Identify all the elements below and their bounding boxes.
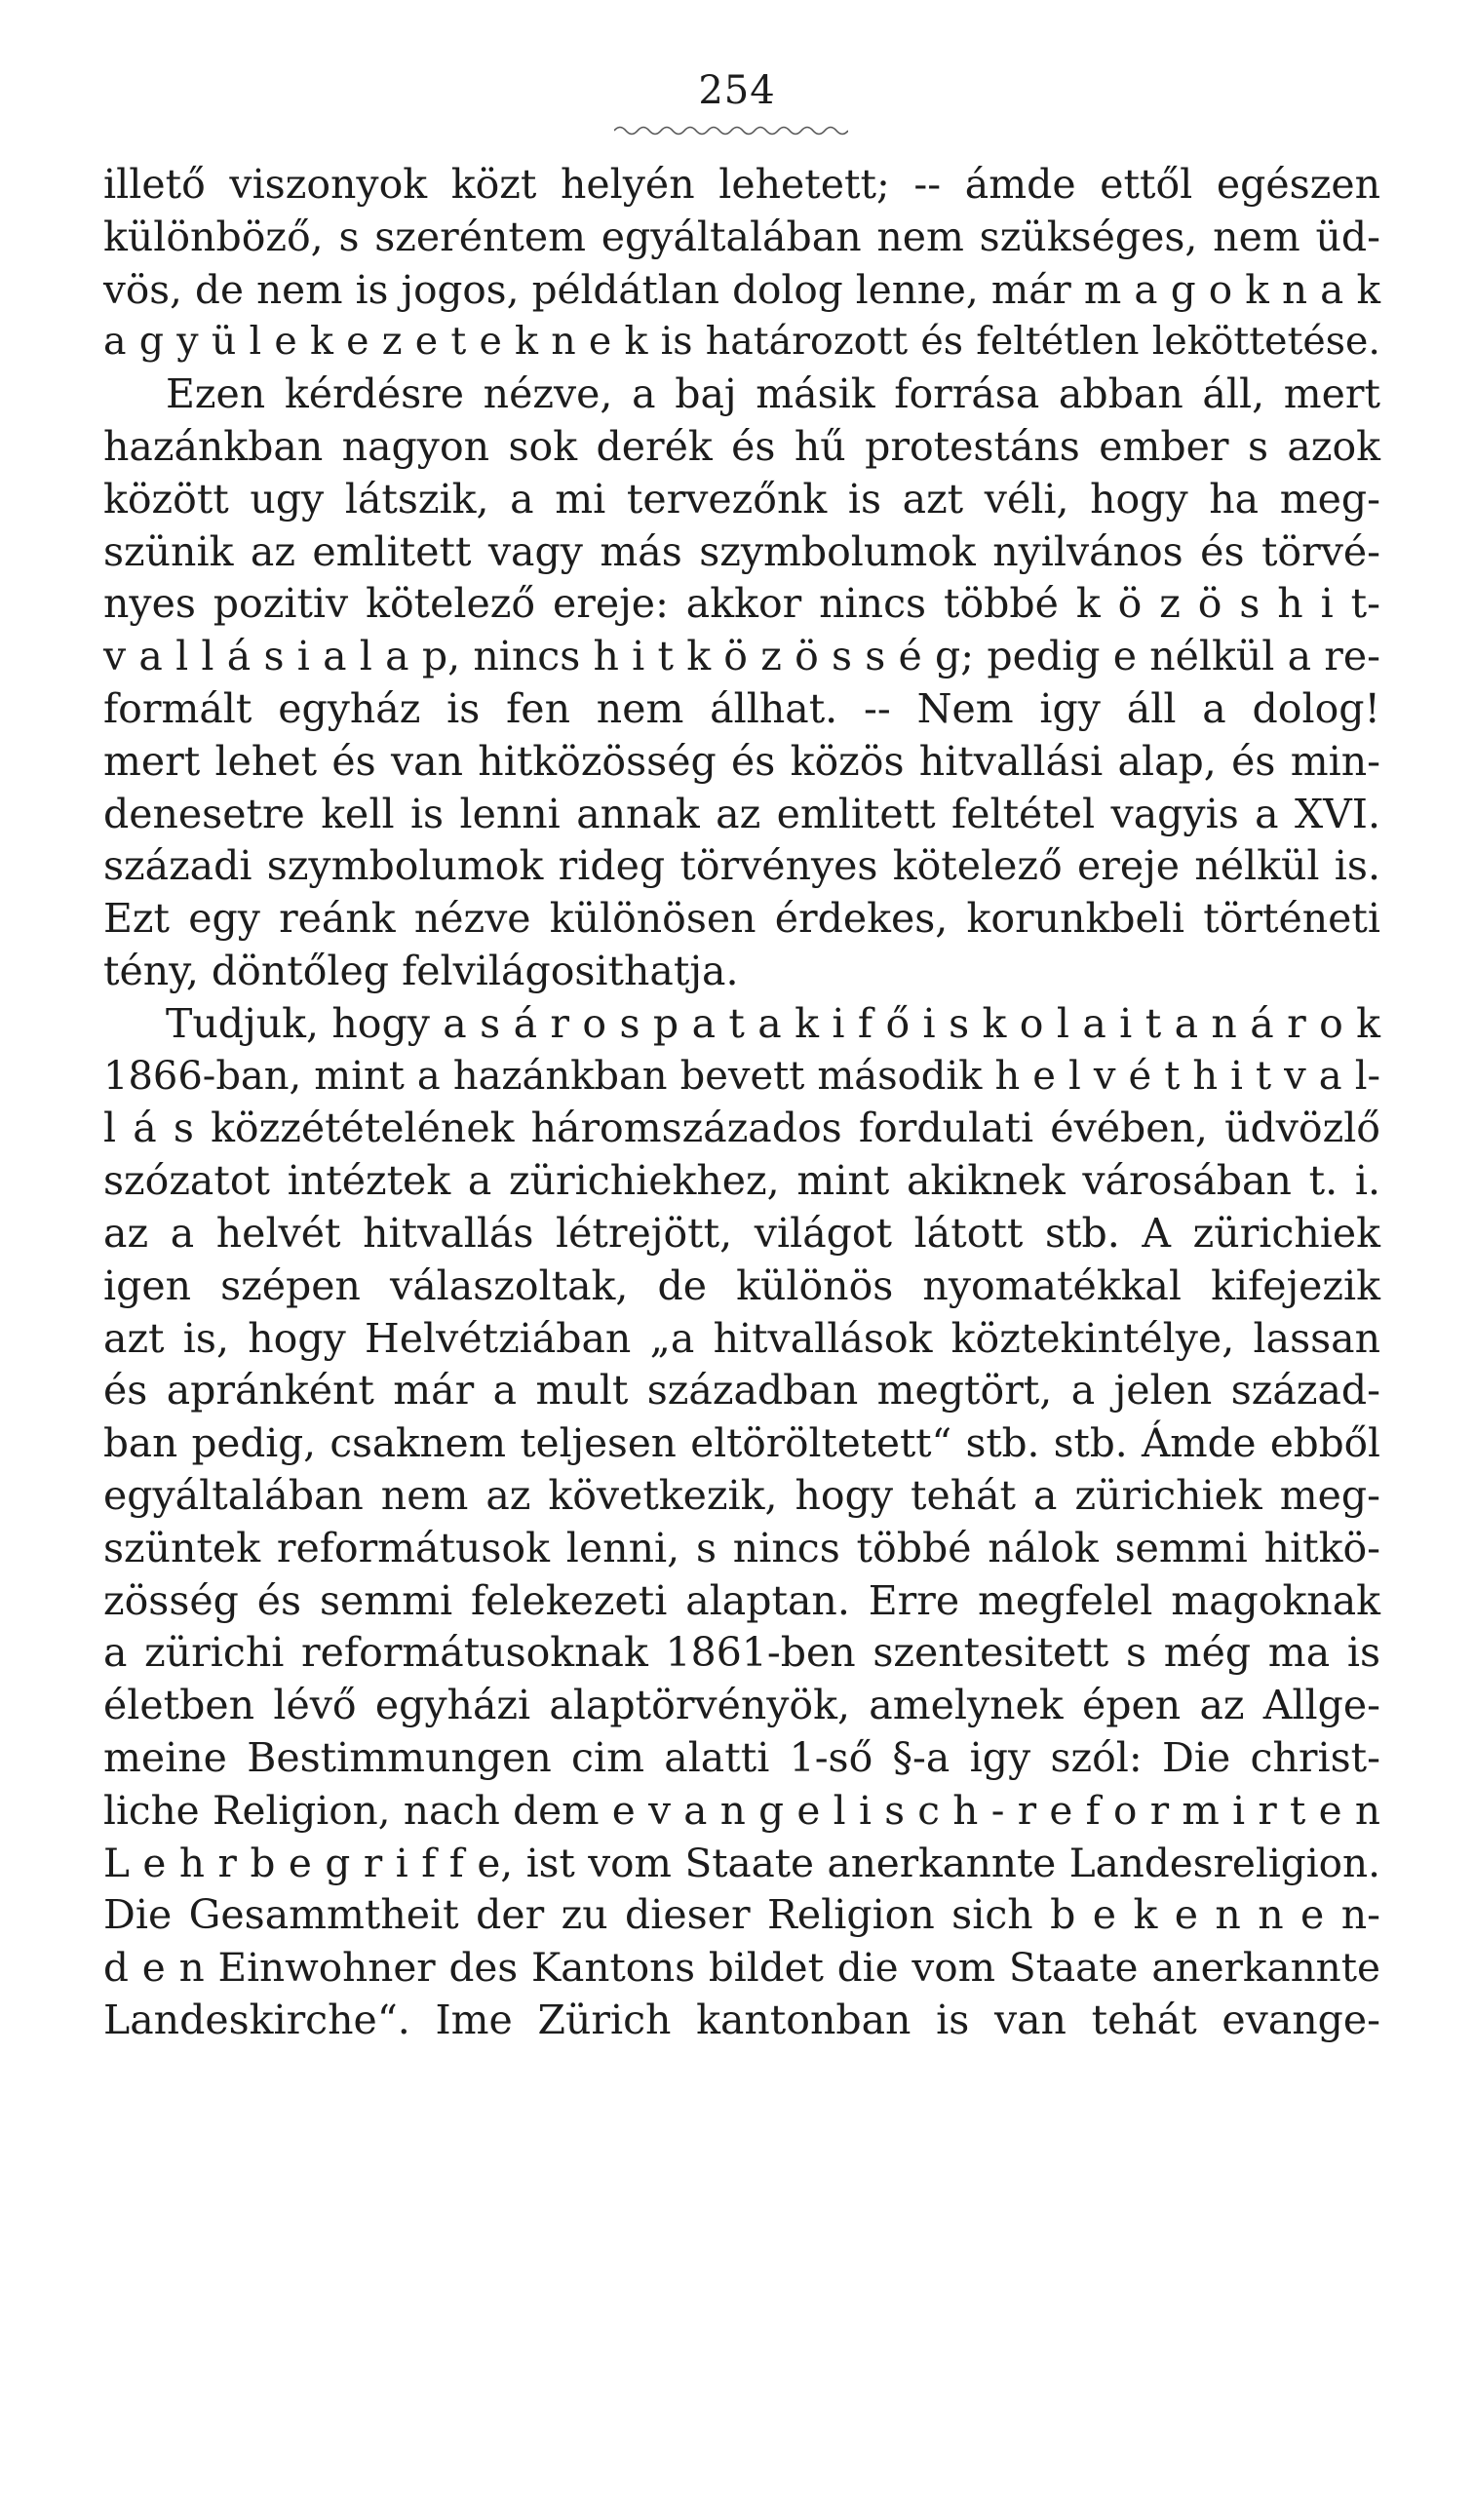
- text-line: liche Religion, nach dem e v a n g e l i s c h - r e f o r m i r t e n: [103, 1786, 1380, 1834]
- text-line: Landeskirche“. Ime Zürich kantonban is van tehát evange-: [103, 1996, 1380, 2043]
- text-line: Tudjuk, hogy a s á r o s p a t a k i f ő i s k o l a i t a n á r o k: [166, 999, 1380, 1047]
- text-line: ban pedig, csaknem teljesen eltöröltetett“ stb. stb. Ámde ebből: [103, 1419, 1380, 1467]
- text-line: szüntek reformátusok lenni, s nincs többé nálok semmi hitkö-: [103, 1524, 1380, 1571]
- text-line: igen szépen válaszoltak, de különös nyomatékkal kifejezik: [103, 1261, 1380, 1309]
- text-line: egyáltalában nem az következik, hogy tehát a zürichiek meg-: [103, 1471, 1380, 1519]
- text-line: L e h r b e g r i f f e, ist vom Staate anerkannte Landesreligion.: [103, 1839, 1380, 1886]
- text-line: nyes pozitiv kötelező ereje: akkor nincs többé k ö z ö s h i t-: [103, 580, 1380, 628]
- page-number: 254: [698, 68, 776, 113]
- text-line: d e n Einwohner des Kantons bildet die vom Staate anerkannte: [103, 1944, 1380, 1992]
- text-line: között ugy látszik, a mi tervezőnk is azt véli, hogy ha meg-: [103, 475, 1380, 523]
- text-line: századi szymbolumok rideg törvényes kötelező ereje nélkül is.: [103, 842, 1380, 890]
- text-line: tény, döntőleg felvilágosithatja.: [103, 947, 739, 994]
- text-line: denesetre kell is lenni annak az emlitett feltétel vagyis a XVI.: [103, 790, 1380, 837]
- body-text: [103, 159, 1380, 2047]
- text-line: vös, de nem is jogos, példátlan dolog lenne, már m a g o k n a k: [103, 265, 1380, 313]
- text-line: Ezen kérdésre nézve, a baj másik forrása abban áll, mert: [166, 370, 1380, 418]
- text-line: 1866-ban, mint a hazánkban bevett második h e l v é t h i t v a l-: [103, 1053, 1380, 1099]
- text-line: Die Gesammtheit der zu dieser Religion sich b e k e n n e n-: [103, 1891, 1380, 1939]
- text-line: hazánkban nagyon sok derék és hű protestáns ember s azok: [103, 422, 1380, 470]
- text-line: szózatot intéztek a zürichiekhez, mint akiknek városában t. i.: [103, 1157, 1380, 1205]
- text-line: illető viszonyok közt helyén lehetett; -- ámde ettől egészen: [103, 161, 1380, 208]
- text-line: az a helvét hitvallás létrejött, világot látott stb. A zürichiek: [103, 1209, 1380, 1257]
- text-line: szünik az emlitett vagy más szymbolumok nyilvános és törvé-: [103, 527, 1380, 575]
- text-line: formált egyház is fen nem állhat. -- Nem igy áll a dolog!: [103, 684, 1380, 732]
- text-line: Ezt egy reánk nézve különösen érdekes, korunkbeli történeti: [103, 895, 1380, 943]
- decorative-rule-ornament: [614, 121, 848, 136]
- text-line: zösség és semmi felekezeti alaptan. Erre megfelel magoknak: [103, 1576, 1380, 1624]
- text-line: a g y ü l e k e z e t e k n e k is határozott és feltétlen leköttetése.: [103, 319, 1380, 365]
- text-line: l á s közzétételének háromszázados fordulati évében, üdvözlő: [103, 1105, 1380, 1152]
- text-line: a zürichi reformátusoknak 1861-ben szentesitett s még ma is: [103, 1629, 1380, 1677]
- text-line: életben lévő egyházi alaptörvényök, amelynek épen az Allge-: [103, 1682, 1380, 1729]
- text-line: mert lehet és van hitközösség és közös hitvallási alap, és min-: [103, 737, 1380, 785]
- text-line: azt is, hogy Helvétziában „a hitvallások köztekintélye, lassan: [103, 1314, 1380, 1362]
- text-line: és apránként már a mult században megtört, a jelen század-: [103, 1367, 1380, 1415]
- text-line: v a l l á s i a l a p, nincs h i t k ö z ö s s é g; pedig e nélkül a re-: [103, 633, 1380, 680]
- text-line: meine Bestimmungen cim alatti 1-ső §-a igy szól: Die christ-: [103, 1733, 1380, 1781]
- text-line: különböző, s szeréntem egyáltalában nem szükséges, nem üd-: [103, 213, 1380, 260]
